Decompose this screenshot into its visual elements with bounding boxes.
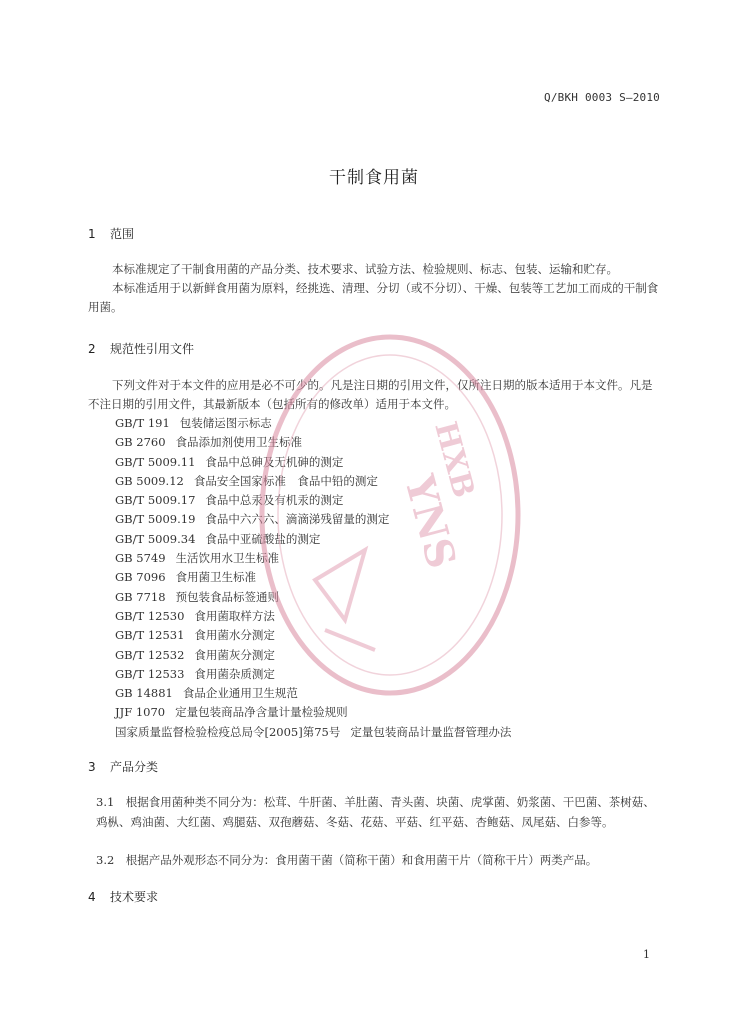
reference-name: 食用菌卫生标准	[175, 570, 257, 585]
reference-code: GB/T 12531	[115, 628, 185, 643]
reference-name: 食品安全国家标准 食品中铅的测定	[193, 473, 378, 488]
reference-code: 国家质量监督检验检疫总局令[2005]第75号	[115, 724, 341, 739]
section-title: 产品分类	[110, 760, 159, 774]
reference-code: GB/T 12532	[115, 647, 185, 662]
reference-name: 定量包装商品净含量计量检验规则	[175, 705, 348, 720]
scope-paragraph-2: 本标准适用于以新鲜食用菌为原料，经挑选、清理、分切（或不分切）、干燥、包装等工艺加工而成的干制食用菌。	[88, 281, 659, 314]
reference-code: GB 7096	[115, 570, 166, 585]
reference-name: 食品企业通用卫生规范	[182, 686, 298, 701]
reference-name: 食品添加剂使用卫生标准	[175, 435, 303, 450]
reference-item	[115, 646, 511, 665]
section-title: 范围	[110, 227, 135, 241]
reference-item	[115, 433, 511, 452]
reference-code: GB/T 5009.17	[115, 493, 196, 508]
reference-item	[115, 510, 511, 529]
reference-code: GB/T 5009.11	[115, 454, 196, 469]
section-heading-classification	[88, 758, 158, 775]
reference-code: GB/T 5009.34	[115, 531, 196, 546]
classification-clause-3-1: 3.1 根据食用菌种类不同分为：松茸、牛肝菌、羊肚菌、青头菌、块菌、虎掌菌、奶浆菌、干巴菌、茶树菇、鸡枞、鸡油菌、大红菌、鸡腿菇、双孢蘑菇、冬菇、花菇、平菇、红平菇、杏鲍菇、凤尾菇、白参等。	[96, 795, 655, 829]
reference-item	[115, 665, 511, 684]
page-number: 1	[643, 948, 650, 961]
reference-item	[115, 626, 511, 645]
reference-item	[115, 549, 511, 568]
reference-item	[115, 684, 511, 703]
reference-name: 食品中六六六、滴滴涕残留量的测定	[205, 512, 390, 527]
section-title: 规范性引用文件	[110, 342, 195, 356]
reference-code: GB/T 12530	[115, 608, 185, 623]
section-heading-technical-requirements	[88, 888, 158, 905]
reference-item	[115, 453, 511, 472]
reference-name: 食用菌水分测定	[194, 628, 275, 643]
reference-list	[115, 414, 511, 742]
reference-code: GB 2760	[115, 435, 166, 450]
reference-item	[115, 472, 511, 491]
reference-item	[115, 414, 511, 433]
scope-paragraph-1: 本标准规定了干制食用菌的产品分类、技术要求、试验方法、检验规则、标志、包装、运输和贮存。	[112, 262, 618, 276]
svg-text:HXB: HXB	[427, 418, 482, 502]
reference-item	[115, 491, 511, 510]
section-heading-scope	[88, 225, 134, 242]
standard-code: Q/BKH 0003 S—2010	[544, 91, 660, 104]
document-title: 干制食用菌	[329, 168, 419, 188]
classification-clause-3-2: 3.2 根据产品外观形态不同分为：食用菌干菌（简称干菌）和食用菌干片（简称干片）两类产品。	[96, 853, 598, 867]
reference-code: JJF 1070	[115, 705, 166, 720]
reference-item	[115, 723, 511, 742]
reference-item	[115, 703, 511, 722]
reference-code: GB 7718	[115, 589, 166, 604]
section-title: 技术要求	[110, 890, 159, 904]
reference-item	[115, 607, 511, 626]
section-number: 1	[88, 227, 96, 241]
reference-name: 定量包装商品计量监督管理办法	[350, 724, 512, 739]
reference-item	[115, 530, 511, 549]
reference-name: 食用菌灰分测定	[194, 647, 275, 662]
reference-name: 食用菌杂质测定	[194, 666, 275, 681]
reference-name: 食品中亚硫酸盐的测定	[205, 531, 321, 546]
reference-item	[115, 588, 511, 607]
svg-text:YNS: YNS	[395, 470, 466, 574]
reference-code: GB/T 5009.19	[115, 512, 196, 527]
reference-code: GB 5009.12	[115, 473, 184, 488]
reference-code: GB 5749	[115, 551, 166, 566]
section-number: 3	[88, 760, 96, 774]
reference-code: GB/T 12533	[115, 666, 185, 681]
reference-name: 食品中总砷及无机砷的测定	[205, 454, 344, 469]
reference-name: 生活饮用水卫生标准	[175, 551, 280, 566]
reference-name: 食品中总汞及有机汞的测定	[205, 493, 344, 508]
section-heading-normative-references	[88, 340, 194, 357]
reference-code: GB 14881	[115, 686, 173, 701]
reference-code: GB/T 191	[115, 416, 170, 430]
reference-name: 食用菌取样方法	[194, 608, 275, 623]
normative-intro-paragraph: 下列文件对于本文件的应用是必不可少的。凡是注日期的引用文件，仅所注日期的版本适用于本文件。凡是不注日期的引用文件，其最新版本（包括所有的修改单）适用于本文件。	[88, 378, 653, 411]
reference-name: 预包装食品标签通则	[175, 589, 280, 604]
section-number: 4	[88, 890, 96, 904]
reference-item	[115, 568, 511, 587]
section-number: 2	[88, 342, 96, 356]
reference-name: 包装储运图示标志	[179, 416, 272, 430]
